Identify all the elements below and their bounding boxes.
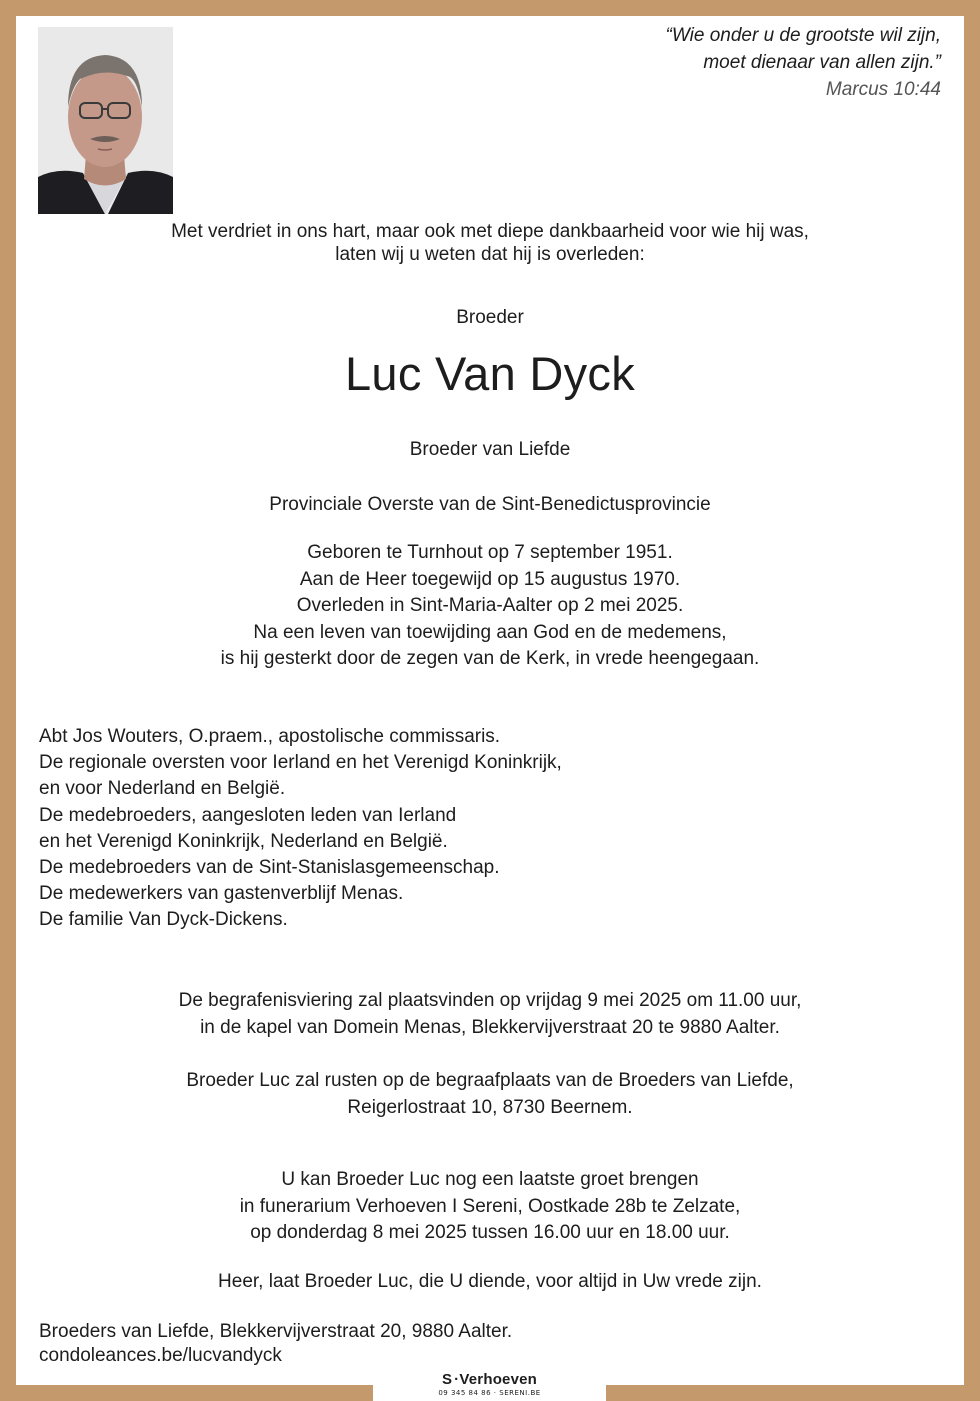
mourner-line: en het Verenigd Koninkrijk, Nederland en België.: [39, 830, 448, 852]
mourner-line: De medewerkers van gastenverblijf Menas.: [39, 883, 404, 905]
funeral-details: [16, 988, 964, 1041]
deceased-title: Broeder: [456, 307, 524, 328]
logo-subline: 09 345 84 86 · SERENI.BE: [438, 1389, 541, 1397]
quote-line-1: “Wie onder u de grootste wil zijn,: [665, 25, 941, 46]
deceased-role: Provinciale Overste van de Sint-Benedictusprovincie: [269, 494, 711, 515]
bible-quote: [666, 22, 941, 103]
contact-address: Broeders van Liefde, Blekkervijverstraat 20, 9880 Aalter.: [39, 1321, 513, 1342]
quote-reference: Marcus 10:44: [825, 79, 941, 100]
mourner-line: De familie Van Dyck-Dickens.: [39, 909, 288, 931]
fact-line: Geboren te Turnhout op 7 september 1951.: [307, 542, 673, 563]
funeral-line-1: De begrafenisviering zal plaatsvinden op vrijdag 9 mei 2025 om 11.00 uur,: [178, 990, 802, 1011]
visit-line-3: op donderdag 8 mei 2025 tussen 16.00 uur en 18.00 uur.: [250, 1222, 730, 1243]
obituary-card: [16, 16, 964, 1385]
fact-line: Na een leven van toewijding aan God en de medemens,: [253, 621, 727, 643]
logo-brand: S ·Verhoeven: [441, 1371, 538, 1388]
visit-line-1: U kan Broeder Luc nog een laatste groet brengen: [281, 1169, 699, 1190]
logo-brand-name: Verhoeven: [459, 1371, 538, 1388]
fact-line: Aan de Heer toegewijd op 15 augustus 1970.: [299, 568, 681, 590]
fact-line: is hij gesterkt door de zegen van de Kerk, in vrede heengegaan.: [220, 648, 760, 669]
mourner-line: De medebroeders, aangesloten leden van Ierland: [39, 804, 457, 826]
quote-line-2: moet dienaar van allen zijn.”: [703, 52, 941, 73]
fact-line: Overleden in Sint-Maria-Aalter op 2 mei 2025.: [296, 595, 684, 616]
intro-line-1: Met verdriet in ons hart, maar ook met diepe dankbaarheid voor wie hij was,: [171, 221, 809, 242]
mourner-line: en voor Nederland en België.: [39, 778, 286, 800]
intro-line-2: laten wij u weten dat hij is overleden:: [335, 244, 645, 265]
closing-prayer: Heer, laat Broeder Luc, die U diende, voor altijd in Uw vrede zijn.: [218, 1271, 762, 1292]
burial-line-1: Broeder Luc zal rusten op de begraafplaats van de Broeders van Liefde,: [186, 1070, 794, 1091]
burial-details: [16, 1068, 964, 1121]
intro-text: [16, 220, 964, 266]
portrait-photo: [38, 27, 173, 214]
religious-order: Broeder van Liefde: [409, 439, 571, 460]
logo-mark: S: [441, 1371, 453, 1388]
funeral-line-2: in de kapel van Domein Menas, Blekkervijverstraat 20 te 9880 Aalter.: [200, 1016, 780, 1038]
visitation-details: [16, 1167, 964, 1247]
life-facts: [16, 540, 964, 673]
contact-block: [39, 1320, 512, 1368]
mourner-line: Abt Jos Wouters, O.praem., apostolische commissaris.: [39, 726, 501, 747]
condolence-link[interactable]: condoleances.be/lucvandyck: [39, 1345, 282, 1366]
funeral-home-logo: [373, 1368, 606, 1401]
visit-line-2: in funerarium Verhoeven I Sereni, Oostkade 28b te Zelzate,: [239, 1195, 741, 1217]
deceased-name: Luc Van Dyck: [344, 347, 636, 400]
logo-site: SERENI.BE: [499, 1389, 541, 1397]
logo-phone: 09 345 84 86: [438, 1389, 492, 1397]
burial-line-2: Reigerlostraat 10, 8730 Beernem.: [347, 1096, 633, 1118]
mourners-list: [39, 724, 562, 934]
mourner-line: De medebroeders van de Sint-Stanislasgemeenschap.: [39, 857, 500, 879]
mourner-line: De regionale oversten voor Ierland en het Verenigd Koninkrijk,: [39, 752, 562, 774]
